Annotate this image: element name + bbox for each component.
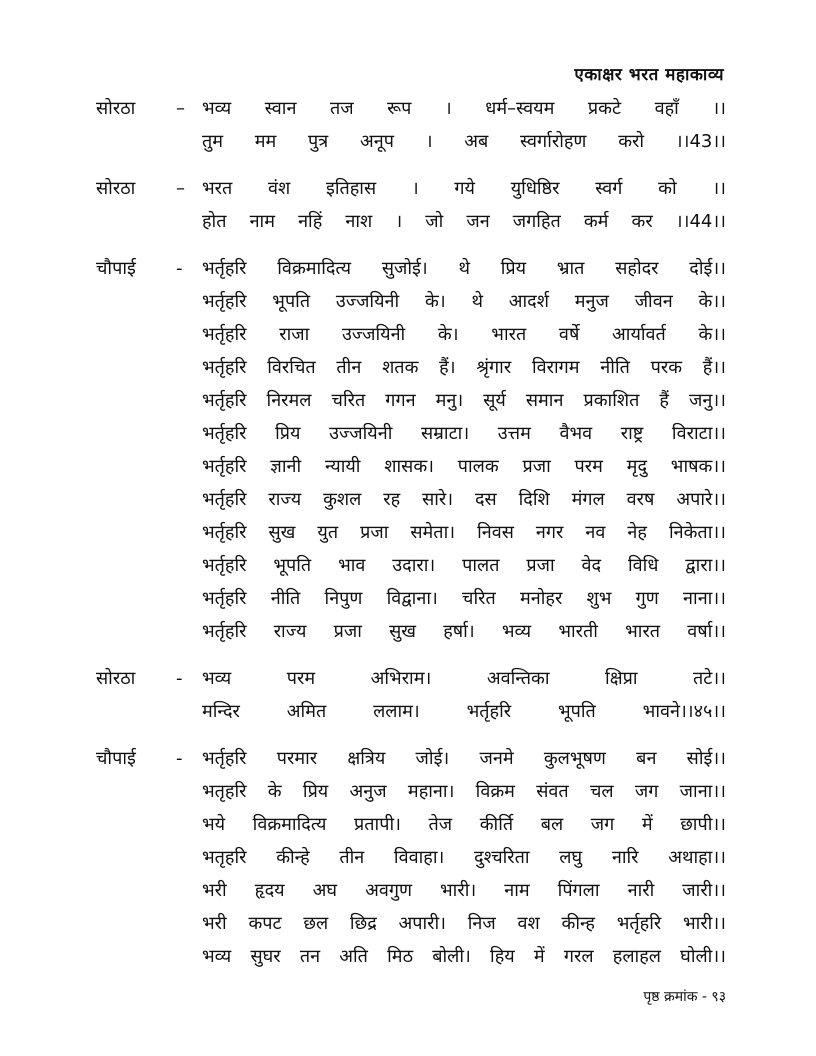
stanza-soratha-1 [96, 92, 726, 158]
verse-line: भर्तृहरि विरचित तीन शतक हैं। श्रृंगार विरागम नीति परक हैं।। [202, 357, 726, 378]
stanza-chaupai-1 [96, 252, 726, 648]
verse-line: भरत वंश इतिहास । गये युधिष्ठिर स्वर्ग को ।। [202, 178, 726, 199]
stanza-dash: – [176, 98, 185, 119]
verse-line: भव्य स्वान तज रूप । धर्म–स्वयम प्रकटे वहाँ ।। [202, 98, 726, 119]
verse-line: भर्तृहरि प्रिय उज्जयिनी सम्राटा। उत्तम वैभव राष्ट्र विराटा।। [202, 423, 726, 444]
stanza-dash: - [176, 748, 183, 769]
verse-line: भर्तृहरि राजा उज्जयिनी के। भारत वर्षे आर्यावर्त के।। [202, 324, 726, 345]
stanza-label: सोरठा [96, 178, 136, 199]
verse-line: भर्तृहरि नीति निपुण विद्वाना। चरित मनोहर शुभ गुण नाना।। [202, 588, 726, 609]
book-title-header: एकाक्षर भरत महाकाव्य [574, 65, 724, 85]
verse-line: भर्तृहरि राज्य प्रजा सुख हर्षा। भव्य भारती भारत वर्षा।। [202, 621, 726, 642]
verse-line: भर्तृहरि ज्ञानी न्यायी शासक। पालक प्रजा परम मृदु भाषक।। [202, 456, 726, 477]
verse-line: भरी कपट छल छिद्र अपारी। निज वश कीन्ह भर्तृहरि भारी।। [202, 913, 726, 934]
verse-line: भर्तृहरि विक्रमादित्य सुजोई। थे प्रिय भ्रात सहोदर दोई।। [202, 258, 726, 279]
verse-line: भर्तृहरि निरमल चरित गगन मनु। सूर्य समान प्रकाशित हैं जनु।। [202, 390, 726, 411]
verse-line: भव्य सुघर तन अति मिठ बोली। हिय में गरल हलाहल घोली।। [202, 946, 726, 967]
stanza-dash: - [176, 258, 183, 279]
verse-line: भर्तृहरि परमार क्षत्रिय जोई। जनमे कुलभूषण बन सोई।। [202, 748, 726, 769]
stanza-label: सोरठा [96, 668, 136, 689]
page-number: पृष्ठ क्रमांक - ९३ [643, 989, 726, 1005]
stanza-label: चौपाई [96, 748, 136, 769]
verse-line: होत नाम नहिं नाश । जो जन जगहित कर्म कर ।।44।। [202, 211, 726, 232]
verse-line: भर्तृहरि सुख युत प्रजा समेता। निवस नगर नव नेह निकेता।। [202, 522, 726, 543]
verse-line: भये विक्रमादित्य प्रतापी। तेज कीर्ति बल जग में छापी।। [202, 814, 726, 835]
verse-line: भरी हृदय अघ अवगुण भारी। नाम पिंगला नारी जारी।। [202, 880, 726, 901]
verse-line: भर्तृहरि भूपति उज्जयिनी के। थे आदर्श मनुज जीवन के।। [202, 291, 726, 312]
verse-line: भतृहरि कीन्हे तीन विवाहा। दुश्चरिता लघु नारि अथाहा।। [202, 847, 726, 868]
stanza-soratha-2 [96, 172, 726, 238]
verse-content [96, 92, 726, 987]
stanza-chaupai-2 [96, 742, 726, 973]
stanza-label: चौपाई [96, 258, 136, 279]
stanza-dash: - [176, 668, 183, 689]
verse-line: भर्तृहरि भूपति भाव उदारा। पालत प्रजा वेद विधि द्वारा।। [202, 555, 726, 576]
stanza-soratha-3 [96, 662, 726, 728]
verse-line: भतृहरि के प्रिय अनुज महाना। विक्रम संवत चल जग जाना।। [202, 781, 726, 802]
verse-line: तुम मम पुत्र अनूप । अब स्वर्गारोहण करो ।।43।। [202, 131, 726, 152]
stanza-dash: – [176, 178, 185, 199]
stanza-label: सोरठा [96, 98, 136, 119]
verse-line: मन्दिर अमित ललाम। भर्तृहरि भूपति भावने।।४५।। [202, 701, 726, 722]
verse-line: भव्य परम अभिराम। अवन्तिका क्षिप्रा तटे।। [202, 668, 726, 689]
verse-line: भर्तृहरि राज्य कुशल रह सारे। दस दिशि मंगल वरष अपारे।। [202, 489, 726, 510]
